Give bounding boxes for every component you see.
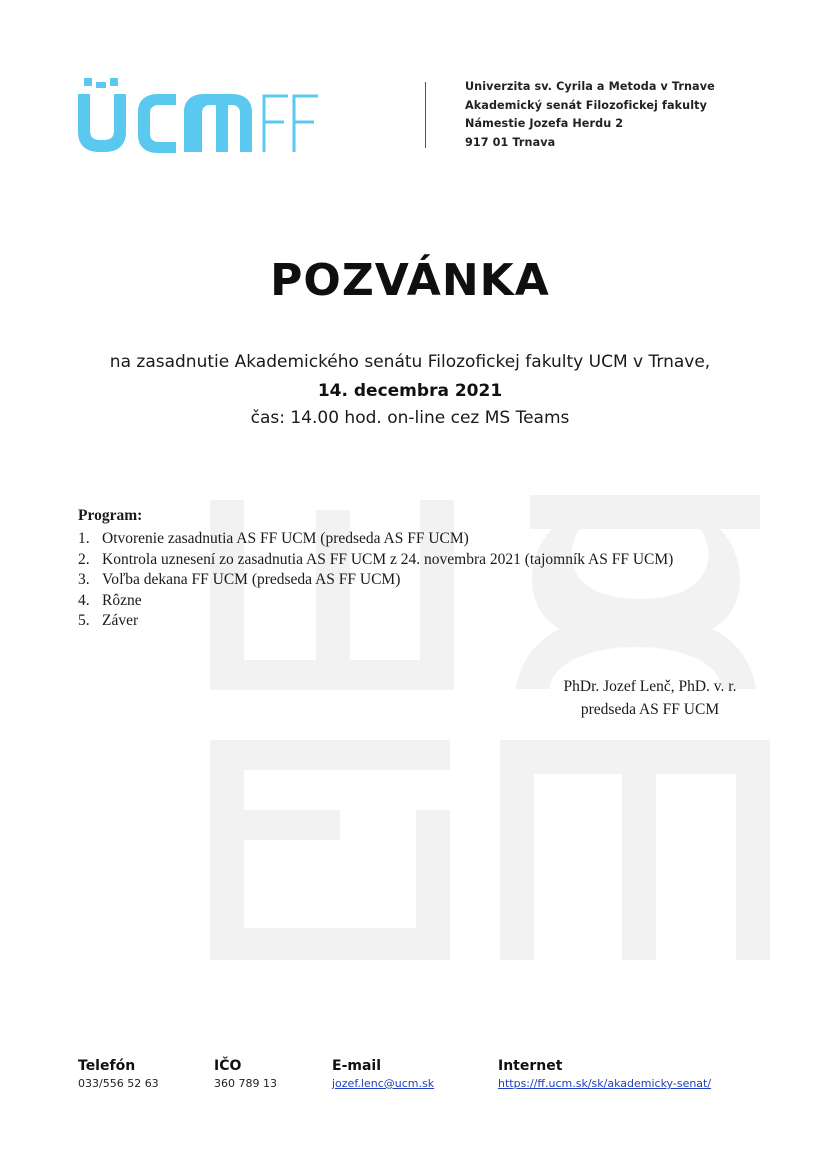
footer-internet-label: Internet <box>498 1058 563 1074</box>
list-item <box>78 611 758 632</box>
program-heading: Program: <box>78 507 143 524</box>
footer-phone-value: 033/556 52 63 <box>78 1077 159 1090</box>
list-item <box>78 591 758 612</box>
list-item-number: 1. <box>78 530 90 547</box>
footer-ico-label: IČO <box>214 1058 242 1074</box>
footer-ico-value: 360 789 13 <box>214 1077 277 1090</box>
list-item-text: Voľba dekana FF UCM (predseda AS FF UCM) <box>102 571 401 588</box>
footer-phone-label: Telefón <box>78 1058 136 1074</box>
list-item-number: 5. <box>78 612 90 629</box>
ucm-ff-logo <box>78 78 318 154</box>
list-item-number: 4. <box>78 591 90 609</box>
list-item-number: 2. <box>78 550 90 568</box>
header-divider <box>425 82 426 148</box>
footer-phone <box>78 1057 159 1092</box>
program-section <box>78 506 758 632</box>
list-item <box>78 529 758 550</box>
address-line-street: Námestie Jozefa Herdu 2 <box>465 117 624 130</box>
program-list <box>78 529 758 632</box>
list-item-number: 3. <box>78 571 90 588</box>
footer-email <box>332 1057 434 1092</box>
address-line-senate: Akademický senát Filozofickej fakulty <box>465 98 707 112</box>
list-item <box>78 570 758 591</box>
address-block <box>465 78 715 152</box>
footer-email-label: E-mail <box>332 1058 382 1074</box>
meeting-date: 14. decembra 2021 <box>317 381 503 401</box>
list-item-text: Rôzne <box>102 591 142 609</box>
address-line-city: 917 01 Trnava <box>465 135 556 149</box>
signatory-name: PhDr. Jozef Lenč, PhD. v. r. <box>563 678 737 695</box>
meeting-subtitle: na zasadnutie Akademického senátu Filozofickej fakulty UCM v Trnave, <box>109 352 711 372</box>
list-item <box>78 550 758 571</box>
list-item-text: Kontrola uznesení zo zasadnutia AS FF UCM z 24. novembra 2021 (tajomník AS FF UCM) <box>102 550 674 568</box>
signatory-role: predseda AS FF UCM <box>580 701 720 718</box>
meeting-time: čas: 14.00 hod. on-line cez MS Teams <box>250 408 570 428</box>
address-line-university: Univerzita sv. Cyrila a Metoda v Trnave <box>465 80 715 93</box>
footer-internet <box>498 1057 711 1092</box>
document-title: POZVÁNKA <box>270 255 550 306</box>
list-item-text: Otvorenie zasadnutia AS FF UCM (predseda AS FF UCM) <box>102 530 469 547</box>
list-item-text: Záver <box>102 612 139 629</box>
footer-ico <box>214 1057 277 1092</box>
signature-block <box>540 675 760 721</box>
email-link[interactable]: jozef.lenc@ucm.sk <box>332 1077 435 1090</box>
website-link[interactable]: https://ff.ucm.sk/sk/akademicky-senat/ <box>498 1077 712 1090</box>
